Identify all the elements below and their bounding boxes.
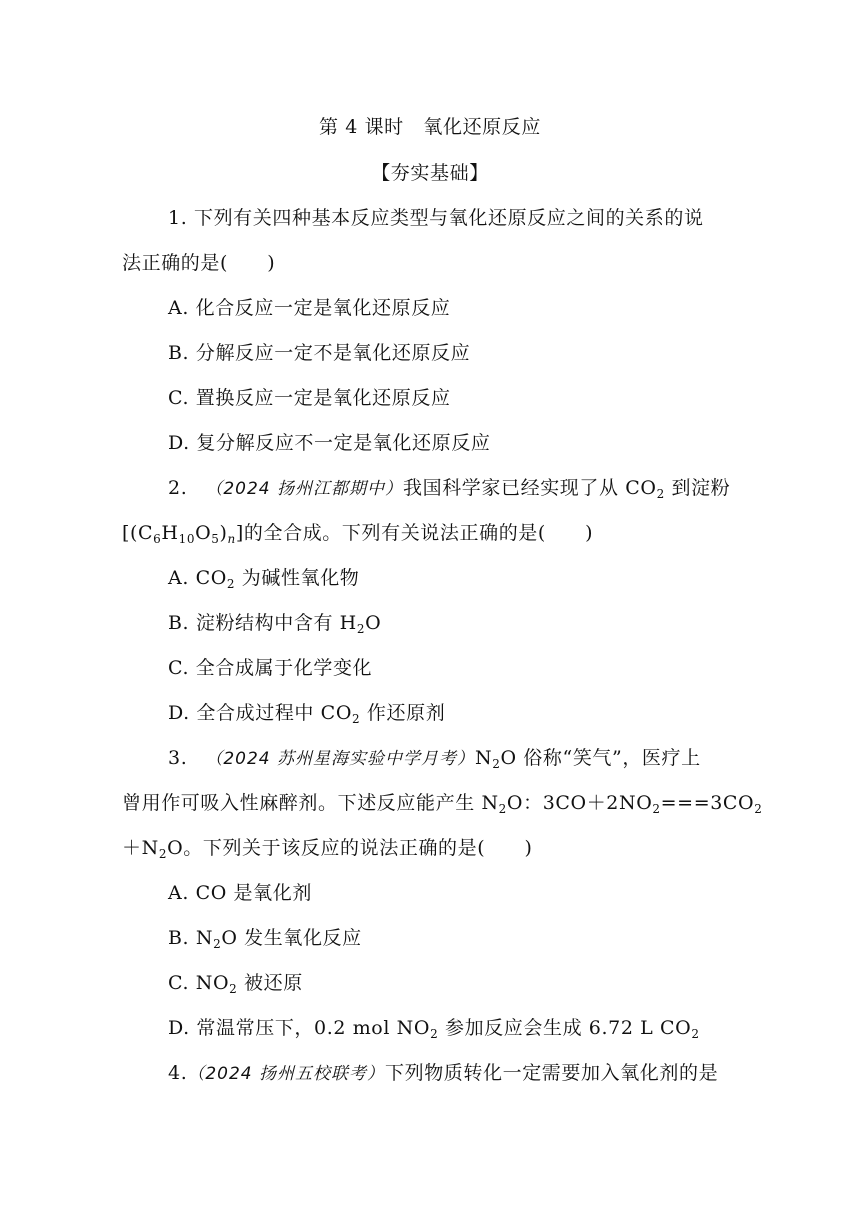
- formula-part: [(C: [122, 522, 154, 544]
- q3-option-b: [168, 926, 362, 950]
- subscript: n: [227, 532, 236, 546]
- subscript: 2: [652, 802, 661, 816]
- q3-option-a: A. CO 是氧化剂: [168, 882, 312, 904]
- option-text: 参加反应会生成 6.72 L CO: [438, 1017, 692, 1039]
- subscript: 10: [178, 532, 196, 546]
- page-title: 第 4 课时 氧化还原反应: [319, 116, 541, 138]
- subscript: 2: [226, 577, 236, 591]
- q2-number: 2.: [168, 477, 188, 499]
- q3-stem-text: 曾用作可吸入性麻醉剂。下述反应能产生 N: [122, 792, 499, 814]
- q4-source: （2024 扬州五校联考）: [187, 1064, 385, 1084]
- q2-stem-line1: [168, 476, 730, 501]
- q1-option-b: B. 分解反应一定不是氧化还原反应: [168, 342, 471, 364]
- option-text: C. NO: [168, 972, 230, 994]
- q3-stem-line1: [168, 746, 701, 771]
- option-text: O: [365, 612, 382, 634]
- subscript: 6: [153, 532, 162, 546]
- formula-part: O: [195, 522, 212, 544]
- subscript: 2: [356, 622, 366, 636]
- option-text: 为碱性氧化物: [235, 567, 360, 589]
- section-heading: 【夯实基础】: [371, 162, 489, 184]
- option-text: A. CO: [168, 567, 227, 589]
- subscript: 2: [213, 937, 222, 951]
- option-text: 被还原: [237, 972, 303, 994]
- q2-stem-text: 我国科学家已经实现了从 CO: [403, 477, 657, 499]
- option-text: 作还原剂: [360, 702, 446, 724]
- option-text: O 发生氧化反应: [221, 927, 362, 949]
- q3-source: （2024 苏州星海实验中学月考）: [205, 749, 475, 769]
- q1-option-c: C. 置换反应一定是氧化还原反应: [168, 387, 451, 409]
- equation-part: ===3CO: [660, 792, 755, 814]
- option-text: B. N: [168, 927, 214, 949]
- q2-option-d: [168, 701, 445, 725]
- subscript: 2: [492, 757, 501, 771]
- q1-option-a: A. 化合反应一定是氧化还原反应: [168, 297, 451, 319]
- subscript: 2: [158, 847, 168, 861]
- formula-part: ): [219, 522, 228, 544]
- option-text: D. 常温常压下，0.2 mol NO: [168, 1017, 431, 1039]
- q2-stem-line2: [122, 521, 593, 545]
- formula-part: N: [475, 747, 493, 769]
- q3-option-c: [168, 971, 303, 995]
- subscript: 2: [691, 1027, 700, 1041]
- subscript: 5: [211, 532, 220, 546]
- option-text: D. 全合成过程中 CO: [168, 702, 352, 724]
- q4-stem-text: 下列物质转化一定需要加入氧化剂的是: [385, 1062, 719, 1084]
- q2-stem-text: ]的全合成。下列有关说法正确的是( ): [235, 522, 594, 544]
- option-text: B. 淀粉结构中含有 H: [168, 612, 357, 634]
- q4-stem-line1: [168, 1061, 718, 1086]
- equation-part: ＋N: [122, 837, 159, 859]
- formula-part: H: [161, 522, 179, 544]
- q1-stem-line1: 1. 下列有关四种基本反应类型与氧化还原反应之间的关系的说: [168, 207, 704, 229]
- q4-number: 4.: [168, 1062, 188, 1084]
- subscript: 2: [430, 1027, 439, 1041]
- q3-number: 3.: [168, 747, 188, 769]
- q2-option-a: [168, 566, 359, 590]
- q2-option-b: [168, 611, 381, 635]
- q2-option-c: C. 全合成属于化学变化: [168, 657, 373, 679]
- equation-part: O：3CO＋2NO: [506, 792, 653, 814]
- q3-stem-text: O。下列关于该反应的说法正确的是( ): [167, 837, 533, 859]
- q1-option-d: D. 复分解反应不一定是氧化还原反应: [168, 432, 491, 454]
- subscript: 2: [754, 802, 763, 816]
- q3-stem-line2: [122, 791, 762, 815]
- subscript: 2: [498, 802, 507, 816]
- subscript: 2: [229, 982, 238, 996]
- q3-stem-text: O 俗称“笑气”，医疗上: [500, 747, 701, 769]
- q2-source: （2024 扬州江都期中）: [205, 479, 403, 499]
- q1-stem-line2: 法正确的是( ): [122, 252, 276, 274]
- q3-option-d: [168, 1016, 700, 1040]
- subscript: 2: [352, 712, 361, 726]
- q2-stem-text-end: 到淀粉: [664, 477, 731, 499]
- subscript: 2: [656, 487, 665, 501]
- q3-stem-line3: [122, 836, 532, 860]
